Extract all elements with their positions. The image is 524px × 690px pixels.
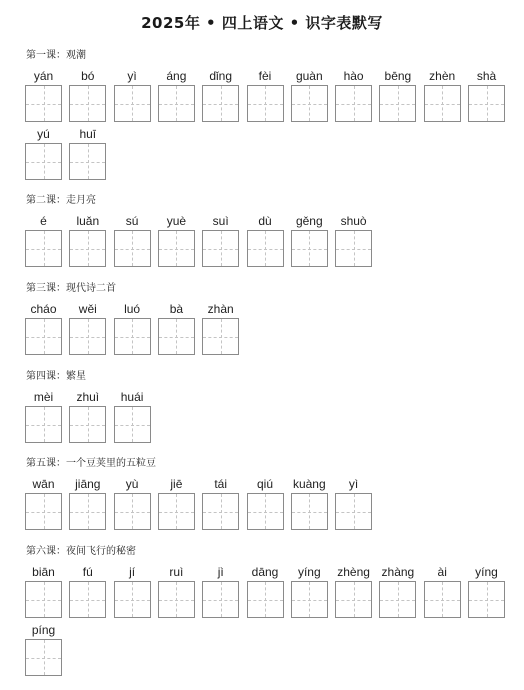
character-cell	[25, 126, 62, 180]
character-cell	[25, 301, 62, 355]
tianzige-writing-box[interactable]	[424, 85, 461, 122]
pinyin-label: zhàng	[381, 565, 415, 579]
pinyin-label: yú	[37, 127, 50, 141]
tianzige-writing-box[interactable]	[114, 85, 151, 122]
tianzige-writing-box[interactable]	[69, 493, 106, 530]
pinyin-label: bēng	[384, 69, 412, 83]
pinyin-label: luó	[124, 302, 141, 316]
pinyin-label: gěng	[295, 214, 323, 228]
tianzige-writing-box[interactable]	[114, 230, 151, 267]
character-cell	[247, 476, 284, 530]
character-cell	[69, 68, 106, 122]
character-cell	[335, 564, 372, 618]
pinyin-label: zhàn	[207, 302, 234, 316]
character-cell	[114, 389, 151, 443]
character-cell	[291, 564, 328, 618]
tianzige-writing-box[interactable]	[247, 581, 284, 618]
tianzige-writing-box[interactable]	[335, 85, 372, 122]
tianzige-writing-box[interactable]	[25, 85, 62, 122]
tianzige-writing-box[interactable]	[69, 581, 106, 618]
pinyin-label: wān	[32, 477, 55, 491]
pinyin-label: bà	[169, 302, 184, 316]
character-cell	[69, 126, 106, 180]
tianzige-writing-box[interactable]	[335, 493, 372, 530]
character-cell	[25, 564, 62, 618]
character-cell	[158, 476, 195, 530]
character-cell	[202, 564, 239, 618]
character-cell	[291, 476, 328, 530]
tianzige-writing-box[interactable]	[158, 581, 195, 618]
tianzige-writing-box[interactable]	[247, 230, 284, 267]
worksheet-title: 2025年 • 四上语文 • 识字表默写	[141, 14, 383, 32]
character-cell	[202, 213, 239, 267]
character-cell	[158, 213, 195, 267]
lesson-title: 第三课：现代诗二首	[26, 283, 116, 294]
character-cell	[114, 564, 151, 618]
pinyin-label: hào	[343, 69, 364, 83]
pinyin-label: yì	[348, 477, 359, 491]
tianzige-writing-box[interactable]	[424, 581, 461, 618]
character-cell	[25, 68, 62, 122]
pinyin-label: shà	[476, 69, 497, 83]
pinyin-label: zhèn	[429, 69, 456, 83]
pinyin-label: kuàng	[292, 477, 326, 491]
tianzige-writing-box[interactable]	[202, 581, 239, 618]
tianzige-writing-box[interactable]	[114, 581, 151, 618]
tianzige-writing-box[interactable]	[291, 493, 328, 530]
tianzige-writing-box[interactable]	[202, 230, 239, 267]
pinyin-label: dāng	[251, 565, 279, 579]
pinyin-label: yíng	[297, 565, 321, 579]
character-cell	[69, 301, 106, 355]
tianzige-writing-box[interactable]	[468, 581, 505, 618]
tianzige-writing-box[interactable]	[247, 85, 284, 122]
tianzige-writing-box[interactable]	[158, 230, 195, 267]
character-cell	[291, 68, 328, 122]
pinyin-label: shuò	[340, 214, 367, 228]
character-cell	[25, 476, 62, 530]
pinyin-label: guàn	[295, 69, 323, 83]
character-cell	[158, 564, 195, 618]
tianzige-writing-box[interactable]	[379, 85, 416, 122]
pinyin-label: yíng	[475, 565, 498, 579]
pinyin-label: zhuì	[76, 390, 100, 404]
character-cell	[158, 68, 195, 122]
tianzige-writing-box[interactable]	[158, 85, 195, 122]
character-cell	[335, 476, 372, 530]
tianzige-writing-box[interactable]	[25, 581, 62, 618]
tianzige-writing-box[interactable]	[69, 318, 106, 355]
pinyin-label: luǎn	[76, 214, 100, 228]
character-cell	[202, 68, 239, 122]
pinyin-label: sú	[125, 214, 139, 228]
character-cell	[335, 213, 372, 267]
character-cell	[424, 68, 461, 122]
pinyin-label: é	[40, 214, 47, 228]
pinyin-label: suì	[212, 214, 229, 228]
tianzige-writing-box[interactable]	[379, 581, 416, 618]
tianzige-writing-box[interactable]	[25, 406, 62, 443]
character-cell	[247, 564, 284, 618]
tianzige-writing-box[interactable]	[202, 85, 239, 122]
character-cell	[69, 564, 106, 618]
tianzige-writing-box[interactable]	[25, 230, 62, 267]
tianzige-writing-box[interactable]	[158, 318, 195, 355]
tianzige-writing-box[interactable]	[114, 318, 151, 355]
tianzige-writing-box[interactable]	[468, 85, 505, 122]
lesson-title: 第一课：观潮	[26, 50, 86, 61]
tianzige-writing-box[interactable]	[114, 406, 151, 443]
pinyin-label: jiāng	[75, 477, 101, 491]
pinyin-label: jí	[129, 565, 136, 579]
tianzige-writing-box[interactable]	[335, 230, 372, 267]
lesson-title: 第四课：繁星	[26, 371, 86, 382]
pinyin-label: fú	[82, 565, 93, 579]
tianzige-writing-box[interactable]	[291, 581, 328, 618]
pinyin-label: píng	[31, 623, 56, 637]
pinyin-label: huái	[120, 390, 144, 404]
lesson-title: 第五课：一个豆荚里的五粒豆	[26, 458, 156, 469]
character-cell	[379, 68, 416, 122]
tianzige-writing-box[interactable]	[25, 318, 62, 355]
character-cell	[25, 213, 62, 267]
tianzige-writing-box[interactable]	[247, 493, 284, 530]
pinyin-label: tái	[214, 477, 228, 491]
character-cell	[158, 301, 195, 355]
character-cell	[114, 68, 151, 122]
tianzige-writing-box[interactable]	[291, 85, 328, 122]
pinyin-label: jiē	[170, 477, 183, 491]
pinyin-label: yì	[127, 69, 137, 83]
pinyin-label: ài	[437, 565, 447, 579]
tianzige-writing-box[interactable]	[202, 318, 239, 355]
pinyin-label: wěi	[78, 302, 97, 316]
pinyin-label: fèi	[258, 69, 272, 83]
pinyin-label: qiú	[256, 477, 273, 491]
pinyin-label: cháo	[30, 302, 57, 316]
pinyin-label: dǐng	[209, 69, 233, 83]
character-cell	[202, 301, 239, 355]
lesson-title: 第六课：夜间飞行的秘密	[26, 546, 136, 557]
pinyin-label: dù	[258, 214, 272, 228]
character-cell	[424, 564, 461, 618]
character-cell	[114, 301, 151, 355]
tianzige-writing-box[interactable]	[114, 493, 151, 530]
character-cell	[335, 68, 372, 122]
character-cell	[25, 622, 62, 676]
character-cell	[247, 213, 284, 267]
character-cell	[468, 68, 505, 122]
character-cell	[114, 213, 151, 267]
character-cell	[69, 213, 106, 267]
character-cell	[25, 389, 62, 443]
character-cell	[247, 68, 284, 122]
tianzige-writing-box[interactable]	[335, 581, 372, 618]
character-cell	[114, 476, 151, 530]
tianzige-writing-box[interactable]	[69, 230, 106, 267]
character-cell	[379, 564, 416, 618]
pinyin-label: jì	[217, 565, 224, 579]
tianzige-writing-box[interactable]	[25, 143, 62, 180]
tianzige-writing-box[interactable]	[291, 230, 328, 267]
tianzige-writing-box[interactable]	[69, 143, 106, 180]
character-cell	[468, 564, 505, 618]
tianzige-writing-box[interactable]	[25, 493, 62, 530]
pinyin-label: yán	[33, 69, 54, 83]
character-cell	[291, 213, 328, 267]
pinyin-label: bó	[81, 69, 95, 83]
pinyin-label: huī	[79, 127, 97, 141]
pinyin-label: ruì	[169, 565, 184, 579]
tianzige-writing-box[interactable]	[69, 406, 106, 443]
character-cell	[202, 476, 239, 530]
pinyin-label: yuè	[166, 214, 187, 228]
pinyin-label: zhèng	[337, 565, 370, 579]
character-cell	[69, 476, 106, 530]
tianzige-writing-box[interactable]	[25, 639, 62, 676]
pinyin-label: biān	[32, 565, 55, 579]
pinyin-label: yù	[125, 477, 139, 491]
character-cell	[69, 389, 106, 443]
lesson-title: 第二课：走月亮	[26, 195, 96, 206]
pinyin-label: mèi	[33, 390, 54, 404]
tianzige-writing-box[interactable]	[69, 85, 106, 122]
pinyin-label: áng	[166, 69, 187, 83]
tianzige-writing-box[interactable]	[202, 493, 239, 530]
tianzige-writing-box[interactable]	[158, 493, 195, 530]
